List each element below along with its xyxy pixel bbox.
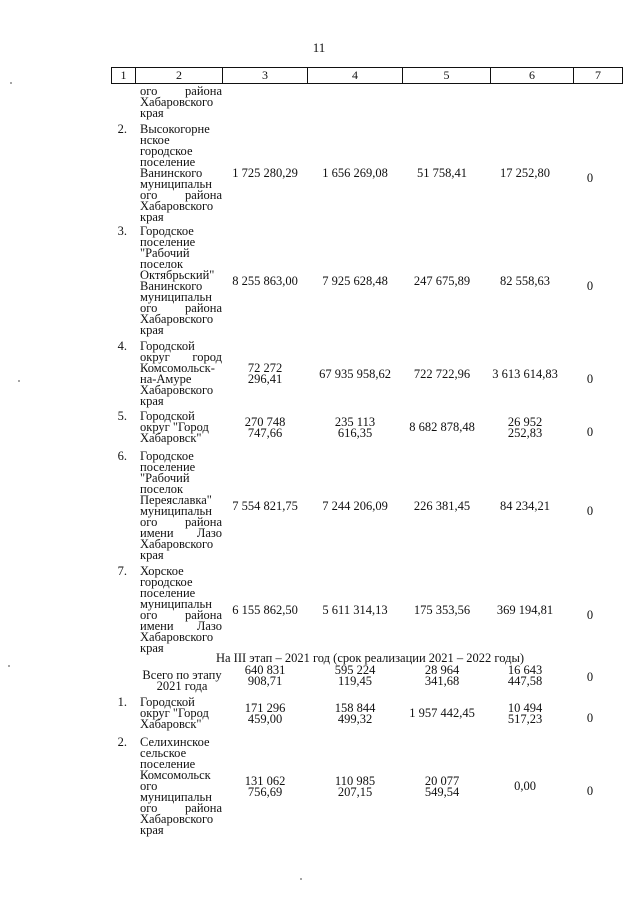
cell-col4: 7 925 628,48 — [322, 273, 388, 288]
total-col5: 28 964 — [424, 663, 460, 677]
row-name-line: ого района — [140, 515, 222, 529]
row-number: 7. — [117, 564, 127, 578]
cell-col7: 0 — [586, 278, 594, 293]
cell-col7: 0 — [586, 711, 594, 725]
cell-col5: 175 353,56 — [413, 602, 471, 617]
row-name-line: поселок — [140, 257, 184, 271]
cell-col6: 0,00 — [514, 779, 536, 793]
row-name-line: Хабаровского — [140, 199, 214, 213]
row-number: 2. — [117, 122, 127, 136]
cell-col3: 7 554 821,75 — [232, 498, 298, 513]
stage-title: На III этап – 2021 год (срок реализации 2021 – 2022 годы) — [215, 651, 525, 665]
row-name-line: Хабаровского — [140, 812, 214, 826]
row-name-line: Хабаровского — [140, 537, 214, 551]
row-name-line: муниципальн — [140, 597, 212, 611]
continued-name-line: края — [140, 106, 164, 120]
cell-col3: 171 296 — [244, 700, 286, 715]
row-name-line: ого района — [140, 188, 222, 202]
row-name-line: края — [140, 641, 164, 655]
row-name-line: поселок — [140, 482, 184, 496]
row-name-line: округ город — [140, 350, 222, 364]
total-col4: 595 224 — [334, 663, 376, 677]
row-name-line: имени Лазо — [140, 526, 222, 540]
cell-col6: 17 252,80 — [500, 166, 550, 180]
cell-col3: 131 062 — [244, 773, 286, 788]
cell-col5: 226 381,45 — [413, 498, 471, 513]
row-name-line: Селихинское — [140, 735, 210, 749]
cell-col4: 5 611 314,13 — [322, 602, 388, 617]
scan-speck — [300, 878, 302, 880]
row-name-line: Хорское — [140, 564, 184, 578]
table-header — [111, 67, 623, 84]
cell-col6: 369 194,81 — [496, 602, 554, 617]
cell-col4: 158 844 — [334, 700, 376, 715]
row-name-line: "Рабочий — [140, 246, 190, 260]
row-name-line: края — [140, 323, 164, 337]
total-col3: 640 831 — [244, 663, 286, 677]
scan-speck — [10, 82, 12, 84]
cell-col6: 82 558,63 — [500, 273, 550, 288]
cell-col7: 0 — [586, 171, 594, 185]
cell-col6: 26 952 — [507, 414, 543, 429]
row-number: 5. — [117, 409, 127, 423]
row-name-line: городское — [140, 575, 193, 589]
row-number: 1. — [117, 695, 127, 709]
cell-col6: 517,23 — [507, 711, 543, 726]
row-name-line: края — [140, 394, 164, 408]
total-col3: 908,71 — [247, 674, 283, 688]
cell-col3: 72 272 — [247, 361, 283, 375]
cell-col7: 0 — [586, 371, 594, 386]
row-name-line: муниципальн — [140, 177, 212, 191]
row-name-line: округ "Город — [140, 420, 209, 434]
cell-col4: 616,35 — [337, 425, 373, 440]
cell-col3: 459,00 — [247, 711, 283, 726]
header-cell: 7 — [573, 68, 622, 83]
cell-col4: 499,32 — [337, 711, 373, 726]
row-number: 6. — [117, 449, 127, 463]
row-name-line: края — [140, 548, 164, 562]
row-name-line: поселение — [140, 155, 196, 169]
cell-col7: 0 — [586, 784, 594, 798]
row-name-line: Ванинского — [140, 279, 203, 293]
cell-col3: 1 725 280,29 — [232, 166, 298, 180]
total-label: 2021 года — [156, 679, 208, 693]
header-cell: 5 — [402, 68, 490, 83]
total-col6: 447,58 — [507, 674, 543, 688]
row-name-line: Комсомольск — [140, 768, 211, 782]
cell-col4: 235 113 — [334, 414, 376, 429]
row-name-line: Хабаровского — [140, 312, 214, 326]
row-name-line: Городское — [140, 224, 194, 238]
row-number: 3. — [117, 224, 127, 238]
row-name-line: ого района — [140, 608, 222, 622]
cell-col5: 20 077 — [424, 773, 460, 788]
row-number: 4. — [117, 339, 127, 353]
row-name-line: края — [140, 823, 164, 837]
row-name-line: на-Амуре — [140, 372, 192, 386]
scan-speck — [8, 665, 10, 667]
row-name-line: края — [140, 210, 164, 224]
cell-col7: 0 — [586, 425, 594, 439]
cell-col7: 0 — [586, 607, 594, 622]
row-name-line: Городской — [140, 695, 195, 709]
total-label: Всего по этапу — [142, 668, 222, 682]
row-name-line: Хабаровского — [140, 383, 214, 397]
cell-col5: 247 675,89 — [413, 273, 471, 288]
cell-col3: 756,69 — [247, 784, 283, 799]
cell-col4: 67 935 958,62 — [319, 366, 391, 381]
row-name-line: Городской — [140, 339, 195, 353]
scan-speck — [18, 380, 20, 382]
cell-col3: 296,41 — [247, 372, 283, 386]
total-col4: 119,45 — [338, 674, 372, 688]
cell-col4: 110 985 — [334, 773, 376, 788]
row-name-line: сельское — [140, 746, 187, 760]
header-cell: 6 — [490, 68, 573, 83]
row-name-line: муниципальн — [140, 290, 212, 304]
row-name-line: муниципальн — [140, 504, 212, 518]
row-name-line: поселение — [140, 757, 196, 771]
header-cell: 4 — [307, 68, 402, 83]
cell-col5: 8 682 878,48 — [409, 420, 475, 434]
cell-col6: 3 613 614,83 — [492, 366, 558, 381]
cell-col4: 7 244 206,09 — [322, 498, 388, 513]
row-name-line: Переяславка" — [140, 493, 212, 507]
cell-col3: 270 748 — [244, 414, 286, 429]
row-name-line: округ "Город — [140, 706, 209, 720]
total-col6: 16 643 — [507, 663, 543, 677]
total-col7: 0 — [586, 670, 594, 684]
cell-col3: 6 155 862,50 — [232, 602, 298, 617]
cell-col6: 252,83 — [507, 425, 543, 440]
header-cell: 2 — [135, 68, 222, 83]
row-name-line: "Рабочий — [140, 471, 190, 485]
cell-col7: 0 — [586, 503, 594, 518]
row-name-line: Хабаровского — [140, 630, 214, 644]
row-name-line: ого — [140, 779, 158, 793]
row-name-line: ого района — [140, 801, 222, 815]
cell-col6: 84 234,21 — [500, 498, 550, 513]
row-name-line: поселение — [140, 586, 196, 600]
cell-col5: 722 722,96 — [413, 366, 471, 381]
cell-col4: 1 656 269,08 — [322, 166, 388, 180]
row-name-line: Ванинского — [140, 166, 203, 180]
row-name-line: Комсомольск- — [140, 361, 215, 375]
continued-name-line: Хабаровского — [140, 95, 214, 109]
header-cell: 3 — [222, 68, 307, 83]
row-name-line: Городское — [140, 449, 194, 463]
total-col5: 341,68 — [424, 674, 460, 688]
row-name-line: городское — [140, 144, 193, 158]
row-name-line: Хабаровск" — [140, 431, 202, 445]
cell-col5: 51 758,41 — [417, 166, 467, 180]
page-number: 11 — [312, 40, 326, 55]
row-number: 2. — [117, 735, 127, 749]
cell-col3: 747,66 — [247, 425, 283, 440]
cell-col3: 8 255 863,00 — [232, 273, 298, 288]
row-name-line: нское — [140, 133, 170, 147]
cell-col6: 10 494 — [507, 700, 543, 715]
row-name-line: муниципальн — [140, 790, 212, 804]
row-name-line: Городской — [140, 409, 195, 423]
cell-col5: 549,54 — [424, 784, 460, 799]
row-name-line: поселение — [140, 235, 196, 249]
row-name-line: имени Лазо — [140, 619, 222, 633]
continued-name-line: ого района — [140, 84, 222, 98]
row-name-line: Хабаровск" — [140, 717, 202, 731]
header-cell: 1 — [120, 68, 127, 82]
row-name-line: поселение — [140, 460, 196, 474]
row-name-line: ого района — [140, 301, 222, 315]
cell-col5: 1 957 442,45 — [409, 706, 475, 720]
cell-col4: 207,15 — [337, 784, 373, 799]
row-name-line: Октябрьский" — [140, 268, 215, 282]
row-name-line: Высокогорне — [140, 122, 210, 136]
